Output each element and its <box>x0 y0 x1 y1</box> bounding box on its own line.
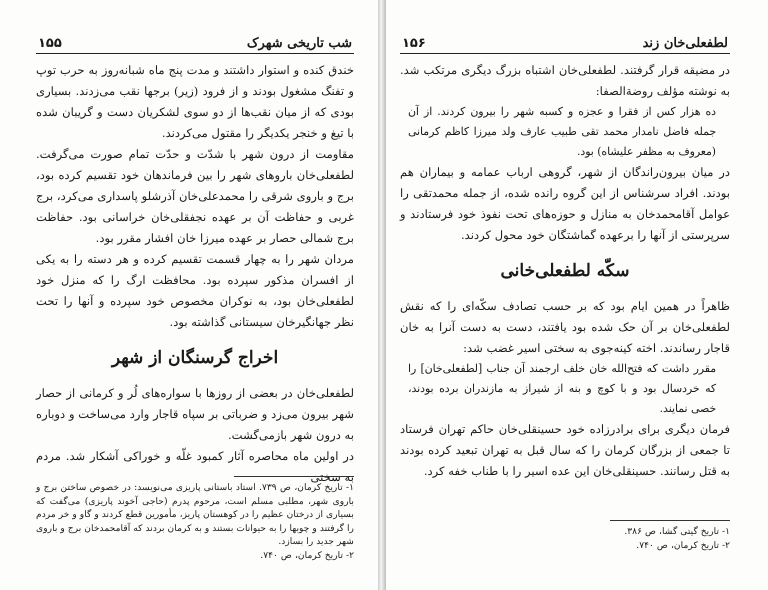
page-number: ۱۵۵ <box>38 36 62 51</box>
footnote-rule <box>610 520 730 521</box>
body-text <box>400 60 730 482</box>
footnote: ۲- تاریخ کرمان، ص ۷۴۰. <box>260 549 354 561</box>
header-title: لطفعلی‌خان زند <box>642 36 728 51</box>
footnote: ۲- تاریخ کرمان، ص ۷۴۰. <box>636 539 730 551</box>
right-page <box>386 0 768 590</box>
body-text <box>36 60 354 488</box>
section-heading: سکّه لطفعلی‌خانی <box>500 261 630 281</box>
footnote-rule <box>234 476 354 477</box>
book-gutter <box>378 0 386 590</box>
running-header <box>400 33 730 54</box>
footnotes <box>36 476 354 562</box>
section-heading: اخراج گرسنگان از شهر <box>111 348 279 368</box>
left-page <box>0 0 378 590</box>
footnotes <box>400 520 730 552</box>
paragraph: مردان شهر را به چهار قسمت تقسیم کرده و هر دسته را به یکی از افسران مذکور سپرده بود. محافظت ارگ را که منزل خود لطفعلی‌خان بود، به نوکران مخصوص خود سپرده و آنها را تحت نظر جهانگیرخان سیستانی گذاشته بود. <box>36 252 354 329</box>
header-title: شب تاریخی شهرک <box>246 36 352 51</box>
paragraph: در اولین ماه محاصره آثار کمبود غلّه و خوراکی آشکار شد. مردم به سختی <box>36 449 354 484</box>
block-quote: مقرر داشت که فتح‌الله خان خلف ارجمند آن جناب [لطفعلی‌خان] را که خردسال بود و با کوچ و بنه از شیراز به مازندران برده بودند، خصی نمایند. <box>408 362 716 415</box>
paragraph: مقاومت از درون شهر با شدّت و حدّت تمام صورت می‌گرفت. لطفعلی‌خان باروهای شهر را بین فرماندهان خود تقسیم کرده بود، برج و باروی شرقی را محمدعلی‌خان آذرشلو پاسداری می‌کرد، برج غربی و حفاظت آن بر عهده نجفقلی‌خان خراسانی بود. حفاظت برج شمالی حصار بر عهده میرزا خان افشار مقرر بود. <box>36 147 354 245</box>
paragraph: خندق کنده و استوار داشتند و مدت پنج ماه شبانه‌روز به حرب توپ و تفنگ مشغول بودند و از فرود (زیر) برجها نقب می‌زدند. بسیاری بودی که از میان نقب‌ها از دو سوی لشکریان دست و گریبان شده با تیغ و خنجر یکدیگر را مقتول می‌کردند. <box>36 63 354 140</box>
paragraph: در مضیقه قرار گرفتند. لطفعلی‌خان اشتباه بزرگ دیگری مرتکب شد. به نوشته مؤلف روضة‌الصفا: <box>400 63 730 98</box>
footnote: ۱- تاریخ کرمان، ص ۷۳۹. استاد باستانی پاریزی می‌نویسد: در خصوص ساختن برج و باروی شهر، مطلبی مسلم است، مرحوم پدرم (حاجی آخوند پاریزی) می‌گفت که بسیاری از درختان عظیم را در کوهستان پاریز، مأمورین قطع کردند و گاو و خر مردم را گرفتند و چوبها را به حیوانات بستند و به کرمان بردند که آقامحمدخان برج و باروی شهر جدید را بسازد. <box>36 482 354 547</box>
paragraph: در میان بیرون‌راندگان از شهر، گروهی ارباب عمامه و بیماران هم بودند. افراد سرشناس از این گروه رانده شده، از جمله محمدتقی را عوامل آقامحمدخان به منازل و حوزه‌های تحت نفوذ خود فرستادند و سرپرستی از آنها را برعهده گماشتگان خود محول کردند. <box>400 165 730 242</box>
paragraph: لطفعلی‌خان در بعضی از روزها با سواره‌های لُر و کرمانی از حصار شهر بیرون می‌زد و ضرباتی بر سپاه قاجار وارد می‌ساخت و دوباره به درون شهر بازمی‌گشت. <box>36 386 354 442</box>
page-number: ۱۵۶ <box>402 36 426 51</box>
paragraph: ظاهراً در همین ایام بود که بر حسب تصادف سکّه‌ای را که نقش لطفعلی‌خان بر آن حک شده بود یافتند، دست به دست آنرا به خان قاجار رساندند. اخته کینه‌جوی به سختی اسیر غضب شد: <box>400 299 730 355</box>
block-quote: ده هزار کس از فقرا و عجزه و کسبه شهر را بیرون کردند. از آن جمله فاضل نامدار محمد تقی طبیب عارف ولد میرزا کاظم کرمانی (معروف به مظفر علیشاه) بود. <box>408 105 716 158</box>
running-header <box>36 33 354 54</box>
paragraph: فرمان دیگری برای برادرزاده خود حسینقلی‌خان حاکم تهران فرستاد تا جمعی از بزرگان کرمان را که سال قبل به تهران تبعید کرده بودند به قتل رسانند. حسینقلی‌خان این عده اسیر را با طناب خفه کرد. <box>400 422 730 478</box>
footnote: ۱- تاریخ گیتی گشا، ص ۳۸۶. <box>624 526 730 537</box>
